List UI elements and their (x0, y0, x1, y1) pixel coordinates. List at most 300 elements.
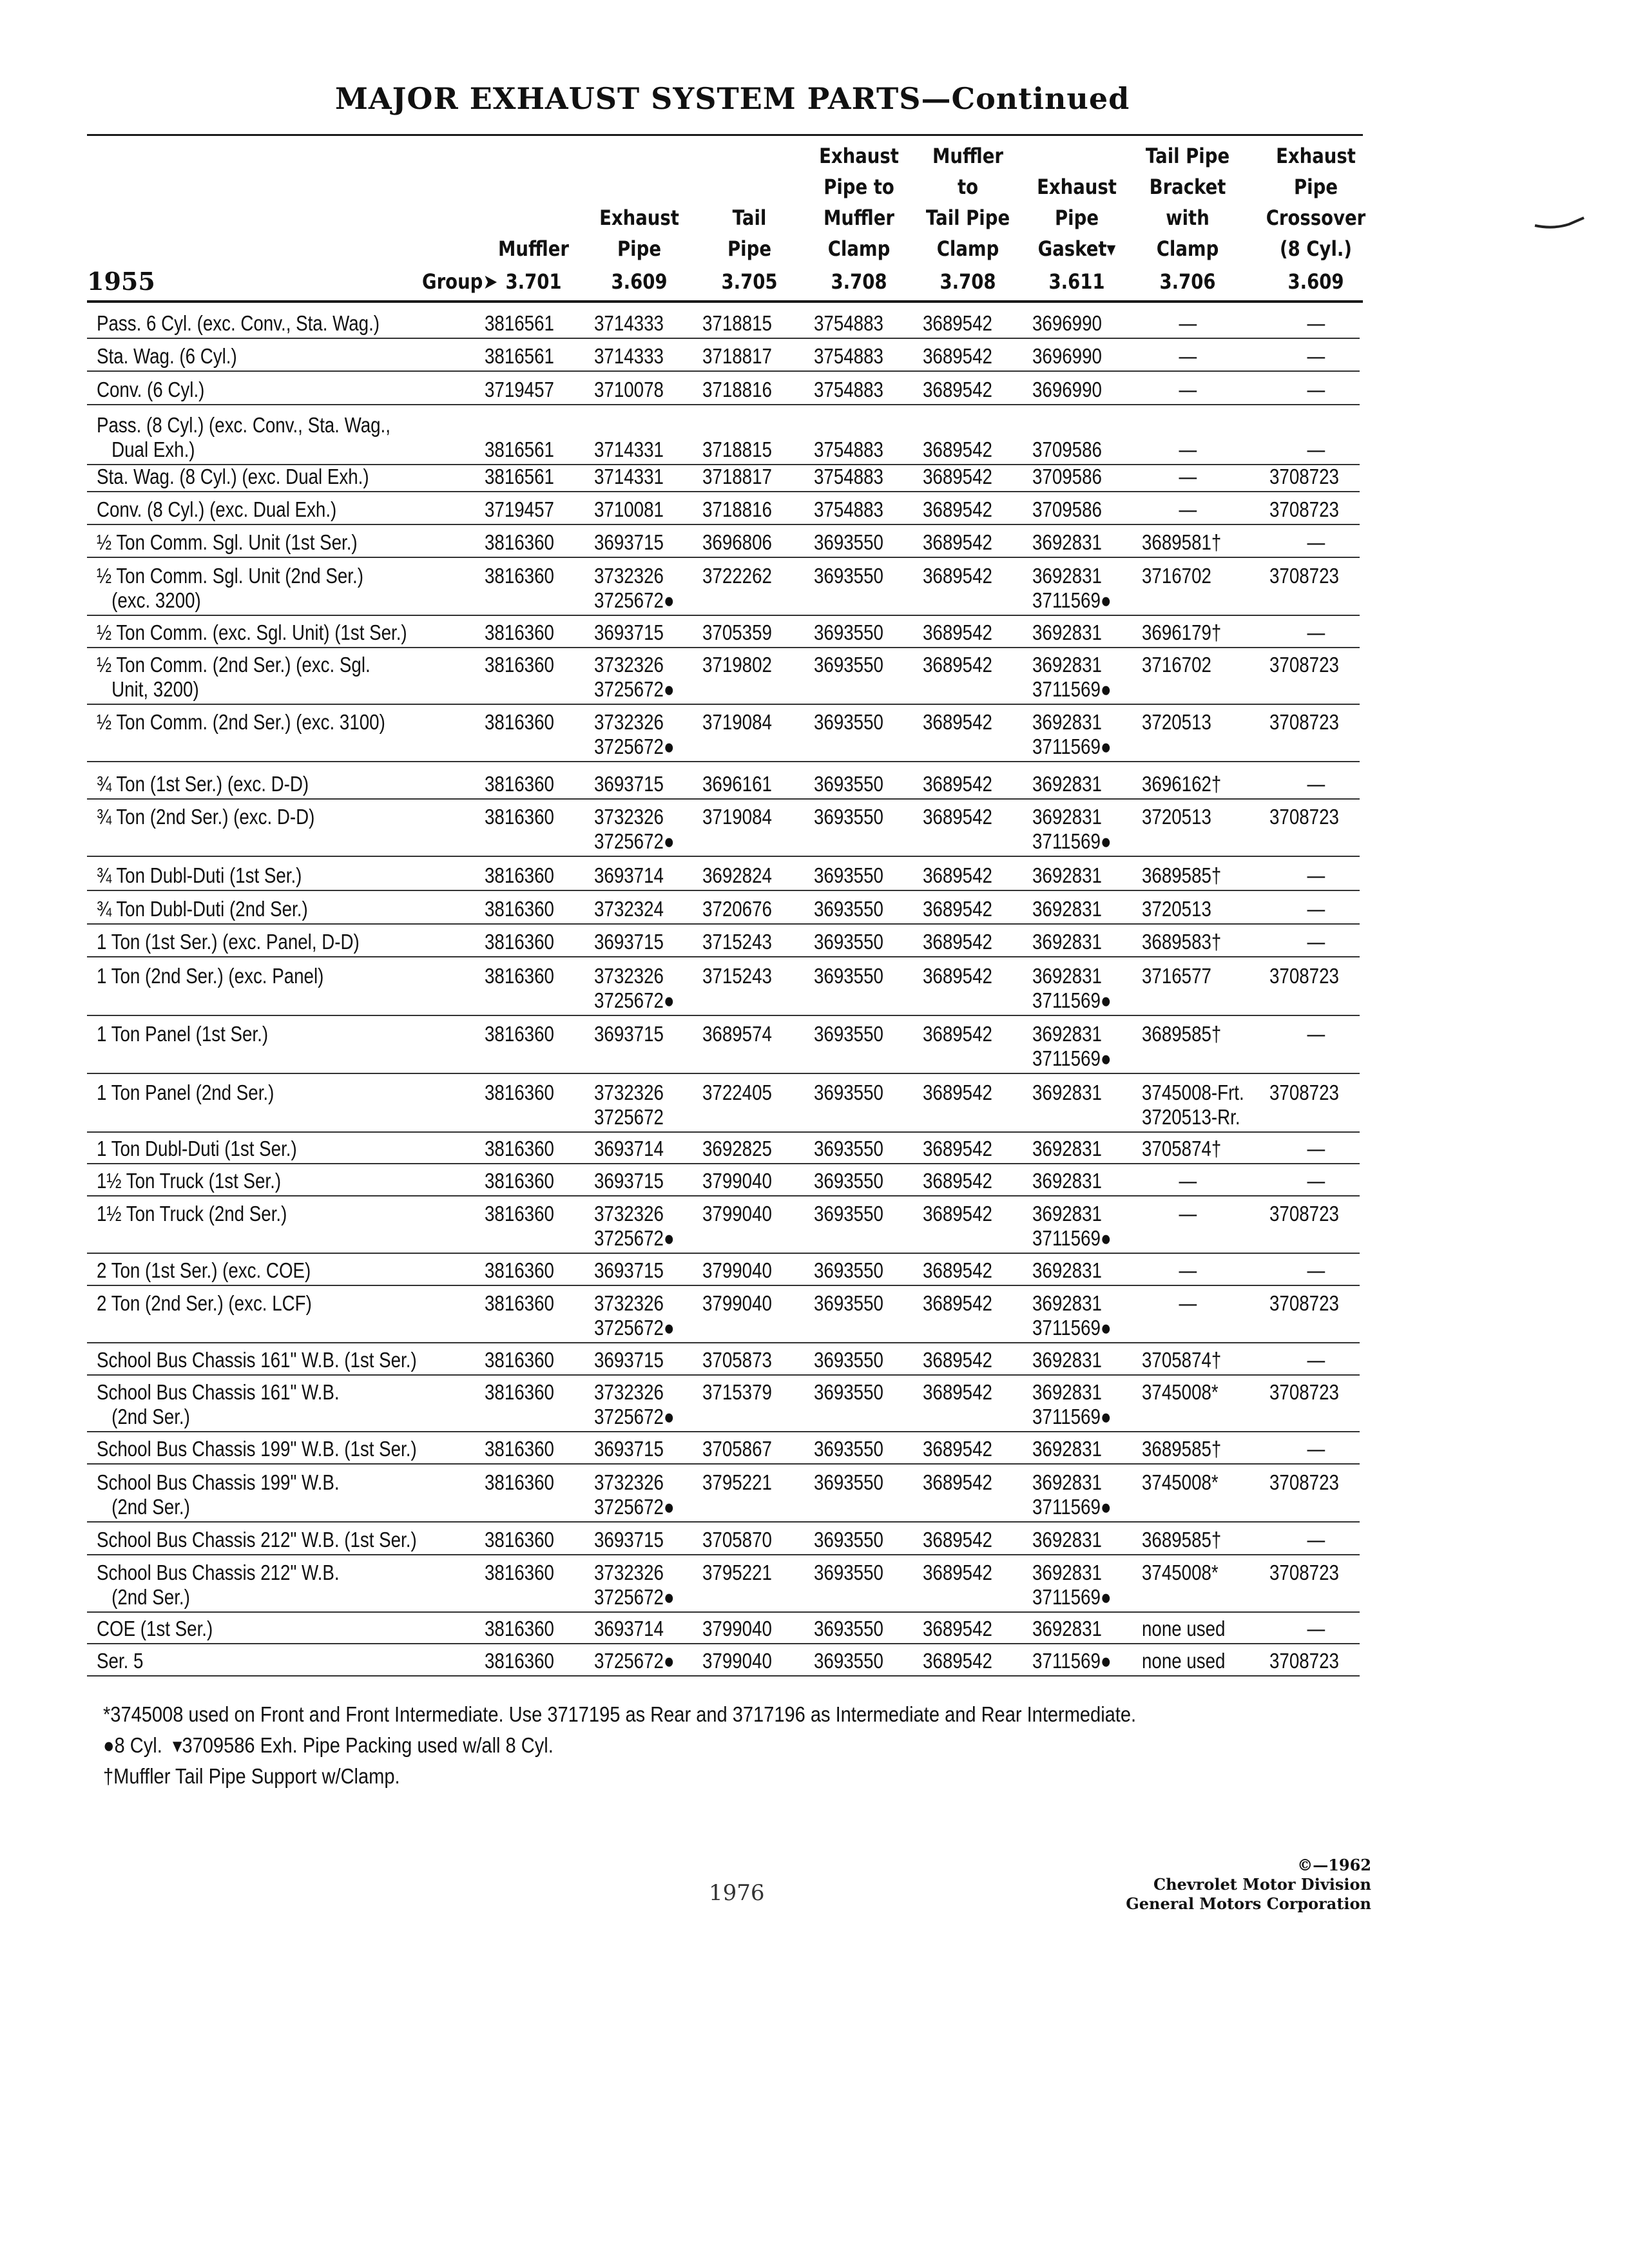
part-number-cell: 3689542 (923, 1137, 992, 1160)
column-header-line: Tail (732, 206, 767, 230)
part-number-cell: — (1307, 1258, 1325, 1282)
part-number-cell: 3816561 (485, 311, 554, 335)
part-number-cell: 3710078 (594, 378, 664, 401)
part-number-cell: 3693714 (594, 863, 664, 887)
part-number-cell: 3693715 (594, 530, 664, 554)
header-rule (87, 300, 1363, 303)
part-number-cell: 3689542 (923, 1291, 992, 1315)
row-description: (2nd Ser.) (97, 1495, 190, 1519)
part-number-cell: 3689581† (1142, 530, 1222, 554)
row-description: Dual Exh.) (97, 437, 195, 461)
part-number-cell: — (1179, 1291, 1197, 1315)
row-description: (2nd Ser.) (97, 1585, 190, 1609)
column-header-line: Exhaust (599, 206, 679, 230)
part-number-cell: 3692831 (1032, 1137, 1102, 1160)
part-number-cell: 3711569● (1032, 1585, 1112, 1609)
part-number-cell: 3693550 (814, 710, 883, 734)
part-number-cell: 3719802 (702, 653, 772, 677)
row-rule (87, 1611, 1360, 1613)
part-number-cell: 3709586 (1032, 497, 1102, 521)
row-rule (87, 647, 1360, 648)
part-number-cell: 3689585† (1142, 1022, 1222, 1046)
part-number-cell: 3732326 (594, 1081, 664, 1104)
copyright-line: ©—1962 (1297, 1856, 1371, 1874)
part-number-cell: 3708723 (1269, 1380, 1339, 1404)
part-number-cell: 3693550 (814, 1348, 883, 1372)
part-number-cell: 3692831 (1032, 1202, 1102, 1225)
part-number-cell: — (1179, 378, 1197, 401)
part-number-cell: 3696161 (702, 772, 772, 796)
part-number-cell: 3693715 (594, 1258, 664, 1282)
row-rule (87, 856, 1360, 857)
part-number-cell: 3689542 (923, 1202, 992, 1225)
row-description: School Bus Chassis 161" W.B. (97, 1380, 340, 1404)
part-number-cell: — (1179, 1202, 1197, 1225)
part-number-cell: 3732326 (594, 1380, 664, 1404)
part-number-cell: 3720513 (1142, 805, 1211, 829)
part-number-cell: 3696990 (1032, 311, 1102, 335)
part-number-cell: 3708723 (1269, 465, 1339, 488)
part-number-cell: 3689542 (923, 1380, 992, 1404)
row-rule (87, 1431, 1360, 1432)
part-number-cell: 3722405 (702, 1081, 772, 1104)
column-header-line: Clamp (827, 236, 891, 261)
group-code: 3.611 (1048, 269, 1105, 294)
row-rule (87, 1163, 1360, 1164)
part-number-cell: 3816360 (485, 772, 554, 796)
part-number-cell: 3718815 (702, 311, 772, 335)
part-number-cell: 3692824 (702, 863, 772, 887)
part-number-cell: 3689542 (923, 1528, 992, 1552)
part-number-cell: 3692831 (1032, 653, 1102, 677)
part-number-cell: 3692831 (1032, 1022, 1102, 1046)
row-rule (87, 1015, 1360, 1016)
part-number-cell: 3696179† (1142, 620, 1222, 644)
part-number-cell: 3689542 (923, 772, 992, 796)
column-header (918, 140, 1018, 264)
row-description: Unit, 3200) (97, 677, 199, 701)
part-number-cell: 3816360 (485, 530, 554, 554)
group-code: 3.706 (1159, 269, 1216, 294)
part-number-cell: 3693550 (814, 805, 883, 829)
part-number-cell: 3708723 (1269, 1649, 1339, 1673)
part-number-cell: 3725672● (594, 1495, 675, 1519)
part-number-cell: 3732326 (594, 653, 664, 677)
row-rule (87, 890, 1360, 891)
part-number-cell: — (1307, 772, 1325, 796)
part-number-cell: 3708723 (1269, 805, 1339, 829)
part-number-cell: — (1307, 1528, 1325, 1552)
column-header-line: Muffler (498, 236, 569, 261)
column-header-line: (8 Cyl.) (1280, 236, 1352, 261)
part-number-cell: 3692831 (1032, 1081, 1102, 1104)
part-number-cell: 3693550 (814, 1528, 883, 1552)
row-rule (87, 557, 1360, 558)
part-number-cell: 3696162† (1142, 772, 1222, 796)
part-number-cell: 3693715 (594, 1437, 664, 1461)
part-number-cell: 3816561 (485, 437, 554, 461)
part-number-cell: 3692825 (702, 1137, 772, 1160)
part-number-cell: 3711569● (1032, 1649, 1112, 1673)
part-number-cell: 3693550 (814, 863, 883, 887)
column-header (1027, 171, 1127, 264)
part-number-cell: 3692831 (1032, 1348, 1102, 1372)
part-number-cell: 3754883 (814, 344, 883, 368)
part-number-cell: 3689542 (923, 437, 992, 461)
part-number-cell: 3689585† (1142, 1528, 1222, 1552)
part-number-cell: 3689542 (923, 1258, 992, 1282)
part-number-cell: none used (1142, 1617, 1226, 1640)
part-number-cell: 3708723 (1269, 1561, 1339, 1584)
row-description: 1½ Ton Truck (2nd Ser.) (97, 1202, 287, 1225)
row-description: Conv. (8 Cyl.) (exc. Dual Exh.) (97, 497, 337, 521)
part-number-cell: 3711569● (1032, 1316, 1112, 1340)
part-number-cell: 3689542 (923, 805, 992, 829)
part-number-cell: 3689574 (702, 1022, 772, 1046)
part-number-cell: 3722262 (702, 564, 772, 588)
part-number-cell: 3693715 (594, 1022, 664, 1046)
part-number-cell: 3709586 (1032, 437, 1102, 461)
part-number-cell: 3718816 (702, 378, 772, 401)
part-number-cell: 3693550 (814, 1617, 883, 1640)
part-number-cell: — (1307, 530, 1325, 554)
row-rule (87, 1374, 1360, 1376)
row-rule (87, 1643, 1360, 1644)
part-number-cell: 3816360 (485, 1169, 554, 1193)
part-number-cell: 3732324 (594, 897, 664, 921)
part-number-cell: 3716577 (1142, 964, 1211, 988)
row-rule (87, 1073, 1360, 1074)
part-number-cell: 3689542 (923, 311, 992, 335)
group-code: 3.708 (940, 269, 996, 294)
part-number-cell: — (1307, 344, 1325, 368)
part-number-cell: 3693550 (814, 964, 883, 988)
part-number-cell: 3732326 (594, 1561, 664, 1584)
part-number-cell: 3689542 (923, 897, 992, 921)
column-header-line: Pipe to (824, 175, 894, 199)
part-number-cell: 3711569● (1032, 588, 1112, 612)
row-rule (87, 1463, 1360, 1465)
part-number-cell: 3693550 (814, 1137, 883, 1160)
part-number-cell: 3689542 (923, 653, 992, 677)
part-number-cell: 3689542 (923, 1561, 992, 1584)
column-header-line: Exhaust (1276, 144, 1356, 168)
part-number-cell: — (1307, 620, 1325, 644)
part-number-cell: 3745008* (1142, 1561, 1219, 1584)
part-number-cell: 3689542 (923, 530, 992, 554)
part-number-cell: 3689542 (923, 1081, 992, 1104)
part-number-cell: 3689542 (923, 863, 992, 887)
column-header-line: Muffler (824, 206, 894, 230)
part-number-cell: — (1179, 344, 1197, 368)
row-description: COE (1st Ser.) (97, 1617, 213, 1640)
column-header-line: Exhaust (819, 144, 899, 168)
part-number-cell: 3705873 (702, 1348, 772, 1372)
part-number-cell: — (1307, 378, 1325, 401)
column-header (1266, 140, 1366, 264)
part-number-cell: 3693550 (814, 1380, 883, 1404)
part-number-cell: 3708723 (1269, 653, 1339, 677)
row-rule (87, 704, 1360, 705)
part-number-cell: 3692831 (1032, 710, 1102, 734)
part-number-cell: 3692831 (1032, 620, 1102, 644)
part-number-cell: 3816360 (485, 1617, 554, 1640)
part-number-cell: 3693550 (814, 1291, 883, 1315)
part-number-cell: 3816360 (485, 1437, 554, 1461)
part-number-cell: 3718816 (702, 497, 772, 521)
part-number-cell: 3725672● (594, 988, 675, 1012)
top-rule (87, 134, 1363, 136)
part-number-cell: 3725672● (594, 1649, 675, 1673)
part-number-cell: — (1179, 497, 1197, 521)
part-number-cell: 3693550 (814, 530, 883, 554)
part-number-cell: 3725672● (594, 1405, 675, 1428)
part-number-cell: 3693550 (814, 1561, 883, 1584)
part-number-cell: 3816360 (485, 1291, 554, 1315)
row-rule (87, 491, 1360, 492)
part-number-cell: 3816561 (485, 465, 554, 488)
part-number-cell: 3745008-Frt. (1142, 1081, 1244, 1104)
row-description: Ser. 5 (97, 1649, 144, 1673)
part-number-cell: 3716702 (1142, 653, 1211, 677)
row-rule (87, 1521, 1360, 1523)
part-number-cell: 3693550 (814, 772, 883, 796)
part-number-cell: 3692831 (1032, 1437, 1102, 1461)
part-number-cell: 3711569● (1032, 988, 1112, 1012)
group-code: 3.701 (505, 269, 562, 294)
group-code: 3.609 (611, 269, 668, 294)
part-number-cell: 3689583† (1142, 930, 1222, 954)
part-number-cell: 3693550 (814, 1169, 883, 1193)
part-number-cell: 3689542 (923, 620, 992, 644)
row-rule (87, 956, 1360, 957)
column-header-line: Gasket▾ (1037, 236, 1116, 261)
part-number-cell: 3719084 (702, 805, 772, 829)
part-number-cell: 3692831 (1032, 1380, 1102, 1404)
part-number-cell: 3725672 (594, 1105, 664, 1129)
part-number-cell: 3816360 (485, 653, 554, 677)
part-number-cell: 3692831 (1032, 964, 1102, 988)
part-number-cell: 3816360 (485, 863, 554, 887)
row-rule (87, 1342, 1360, 1343)
part-number-cell: 3714333 (594, 344, 664, 368)
part-number-cell: 3816360 (485, 964, 554, 988)
page-title: MAJOR EXHAUST SYSTEM PARTS—Continued (335, 81, 1130, 116)
pen-mark (1534, 216, 1585, 229)
part-number-cell: 3689542 (923, 465, 992, 488)
row-rule (87, 1131, 1360, 1133)
part-number-cell: 3693715 (594, 930, 664, 954)
part-number-cell: 3693550 (814, 1202, 883, 1225)
part-number-cell: — (1307, 863, 1325, 887)
row-description: ½ Ton Comm. (exc. Sgl. Unit) (1st Ser.) (97, 620, 407, 644)
part-number-cell: 3693550 (814, 1470, 883, 1494)
part-number-cell: 3816360 (485, 1649, 554, 1673)
row-rule (87, 798, 1360, 800)
part-number-cell: 3799040 (702, 1617, 772, 1640)
row-description: ½ Ton Comm. (2nd Ser.) (exc. 3100) (97, 710, 385, 734)
part-number-cell: 3754883 (814, 465, 883, 488)
part-number-cell: — (1179, 311, 1197, 335)
part-number-cell: — (1307, 1617, 1325, 1640)
part-number-cell: 3816360 (485, 1561, 554, 1584)
part-number-cell: 3795221 (702, 1561, 772, 1584)
part-number-cell: 3689542 (923, 1169, 992, 1193)
part-number-cell: 3754883 (814, 311, 883, 335)
part-number-cell: 3714331 (594, 465, 664, 488)
part-number-cell: 3816360 (485, 1081, 554, 1104)
row-description: ¾ Ton Dubl-Duti (2nd Ser.) (97, 897, 308, 921)
part-number-cell: 3720513 (1142, 897, 1211, 921)
part-number-cell: 3689542 (923, 1470, 992, 1494)
column-header (700, 202, 800, 264)
column-header-line: with (1166, 206, 1210, 230)
part-number-cell: 3718815 (702, 437, 772, 461)
row-rule (87, 524, 1360, 525)
part-number-cell: 3689542 (923, 1617, 992, 1640)
part-number-cell: — (1307, 311, 1325, 335)
part-number-cell: 3754883 (814, 378, 883, 401)
row-description: 1 Ton Panel (2nd Ser.) (97, 1081, 275, 1104)
part-number-cell: 3720676 (702, 897, 772, 921)
row-rule (87, 338, 1360, 339)
part-number-cell: 3732326 (594, 1291, 664, 1315)
year-label: 1955 (87, 267, 155, 296)
part-number-cell: 3754883 (814, 497, 883, 521)
part-number-cell: 3693550 (814, 1022, 883, 1046)
row-description: ¾ Ton (1st Ser.) (exc. D-D) (97, 772, 309, 796)
part-number-cell: 3693550 (814, 620, 883, 644)
part-number-cell: 3693715 (594, 1528, 664, 1552)
column-header (1138, 140, 1238, 264)
row-description: 1 Ton (1st Ser.) (exc. Panel, D-D) (97, 930, 360, 954)
part-number-cell: — (1307, 897, 1325, 921)
part-number-cell: 3689585† (1142, 863, 1222, 887)
part-number-cell: 3745008* (1142, 1380, 1219, 1404)
part-number-cell: 3689542 (923, 497, 992, 521)
part-number-cell: 3693714 (594, 1137, 664, 1160)
part-number-cell: — (1179, 1169, 1197, 1193)
copyright-line: General Motors Corporation (1126, 1894, 1371, 1913)
part-number-cell: 3711569● (1032, 677, 1112, 701)
part-number-cell: — (1307, 1348, 1325, 1372)
part-number-cell: 3816360 (485, 805, 554, 829)
part-number-cell: 3711569● (1032, 1226, 1112, 1250)
part-number-cell: 3816360 (485, 930, 554, 954)
part-number-cell: 3732326 (594, 1202, 664, 1225)
column-header-line: Crossover (1266, 206, 1366, 230)
part-number-cell: 3705874† (1142, 1137, 1222, 1160)
part-number-cell: 3795221 (702, 1470, 772, 1494)
part-number-cell: 3708723 (1269, 564, 1339, 588)
column-header-line: to (957, 175, 979, 199)
part-number-cell: 3692831 (1032, 930, 1102, 954)
part-number-cell: 3693715 (594, 1169, 664, 1193)
row-description: Pass. 6 Cyl. (exc. Conv., Sta. Wag.) (97, 311, 380, 335)
part-number-cell: 3816360 (485, 1528, 554, 1552)
page-number: 1976 (709, 1880, 765, 1906)
part-number-cell: 3689542 (923, 344, 992, 368)
part-number-cell: 3693715 (594, 1348, 664, 1372)
row-rule (87, 1253, 1360, 1254)
part-number-cell: 3708723 (1269, 1291, 1339, 1315)
part-number-cell: 3725672● (594, 677, 675, 701)
part-number-cell: 3725672● (594, 1316, 675, 1340)
part-number-cell: 3732326 (594, 710, 664, 734)
part-number-cell: 3718817 (702, 344, 772, 368)
part-number-cell: 3708723 (1269, 710, 1339, 734)
part-number-cell: 3689542 (923, 710, 992, 734)
part-number-cell: 3799040 (702, 1169, 772, 1193)
part-number-cell: 3693550 (814, 1649, 883, 1673)
row-description: (exc. 3200) (97, 588, 201, 612)
part-number-cell: 3692831 (1032, 1258, 1102, 1282)
part-number-cell: 3689585† (1142, 1437, 1222, 1461)
part-number-cell: 3693550 (814, 1081, 883, 1104)
part-number-cell: 3711569● (1032, 829, 1112, 853)
part-number-cell: 3696806 (702, 530, 772, 554)
part-number-cell: 3799040 (702, 1649, 772, 1673)
part-number-cell: 3711569● (1032, 1405, 1112, 1428)
row-rule (87, 1675, 1360, 1677)
part-number-cell: 3714333 (594, 311, 664, 335)
part-number-cell: 3705870 (702, 1528, 772, 1552)
part-number-cell: 3705359 (702, 620, 772, 644)
part-number-cell: 3732326 (594, 564, 664, 588)
part-number-cell: 3705867 (702, 1437, 772, 1461)
row-description: ½ Ton Comm. Sgl. Unit (1st Ser.) (97, 530, 358, 554)
part-number-cell: 3816360 (485, 897, 554, 921)
row-description: Sta. Wag. (8 Cyl.) (exc. Dual Exh.) (97, 465, 369, 488)
part-number-cell: 3692831 (1032, 897, 1102, 921)
part-number-cell: 3816360 (485, 1470, 554, 1494)
group-code: 3.708 (831, 269, 887, 294)
part-number-cell: — (1179, 1258, 1197, 1282)
part-number-cell: 3708723 (1269, 1081, 1339, 1104)
part-number-cell: 3816360 (485, 1137, 554, 1160)
part-number-cell: 3715243 (702, 964, 772, 988)
part-number-cell: 3715243 (702, 930, 772, 954)
row-rule (87, 761, 1360, 762)
row-description: School Bus Chassis 212" W.B. (1st Ser.) (97, 1528, 417, 1552)
part-number-cell: 3689542 (923, 378, 992, 401)
part-number-cell: 3732326 (594, 805, 664, 829)
part-number-cell: 3719457 (485, 378, 554, 401)
row-rule (87, 1554, 1360, 1555)
column-header-line: Pipe (728, 236, 771, 261)
part-number-cell: 3725672● (594, 735, 675, 758)
part-number-cell: 3692831 (1032, 564, 1102, 588)
row-rule (87, 404, 1360, 405)
column-header-line: Pipe (1294, 175, 1338, 199)
part-number-cell: 3693715 (594, 772, 664, 796)
part-number-cell: 3711569● (1032, 735, 1112, 758)
row-description: Pass. (8 Cyl.) (exc. Conv., Sta. Wag., (97, 413, 390, 437)
column-header-line: Exhaust (1037, 175, 1117, 199)
group-code: 3.705 (721, 269, 778, 294)
part-number-cell: 3689542 (923, 930, 992, 954)
row-description: 2 Ton (2nd Ser.) (exc. LCF) (97, 1291, 312, 1315)
part-number-cell: 3693550 (814, 930, 883, 954)
part-number-cell: 3711569● (1032, 1495, 1112, 1519)
part-number-cell: 3692831 (1032, 1470, 1102, 1494)
part-number-cell: 3689542 (923, 1022, 992, 1046)
part-number-cell: 3692831 (1032, 1291, 1102, 1315)
column-header (809, 140, 909, 264)
part-number-cell: 3714331 (594, 437, 664, 461)
part-number-cell: — (1179, 465, 1197, 488)
part-number-cell: 3799040 (702, 1291, 772, 1315)
